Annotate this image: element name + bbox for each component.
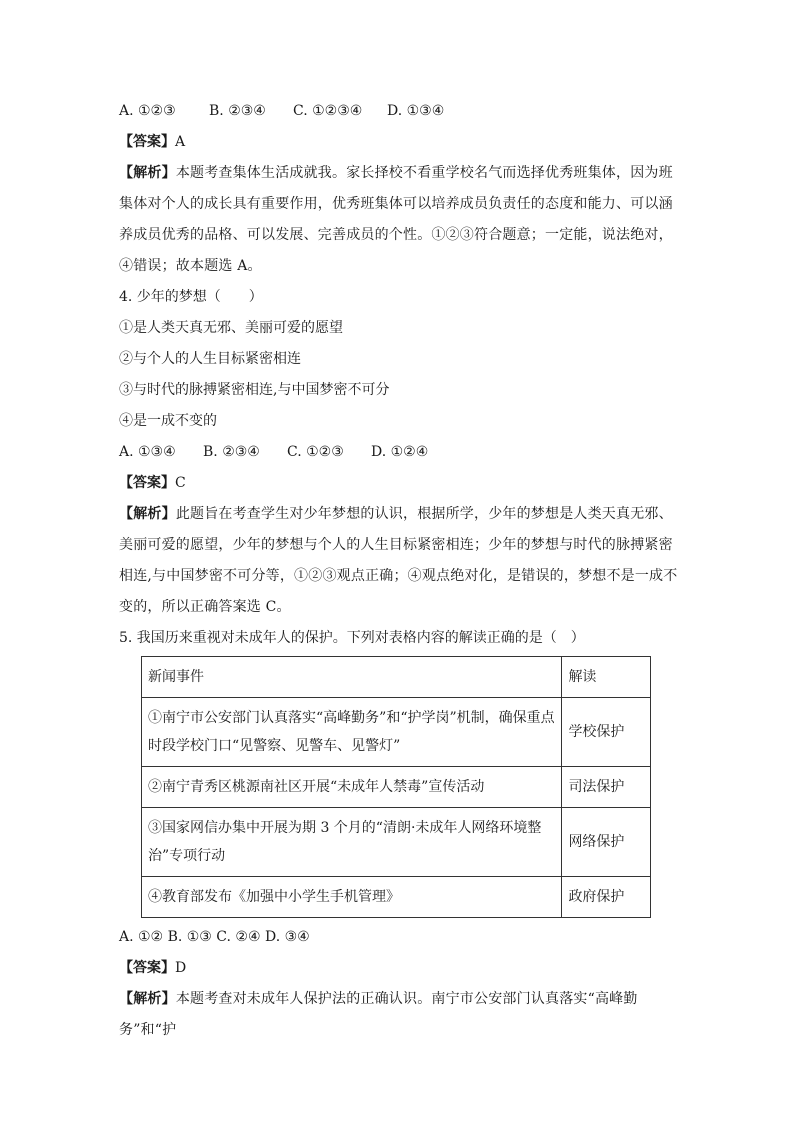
q4-item: ④是一成不变的: [119, 413, 217, 429]
q3-answer: [119, 127, 679, 158]
q3-options: [119, 96, 679, 127]
q4-option-b: B. ②③④: [203, 444, 260, 460]
answer-value: C: [175, 475, 186, 491]
answer-value: D: [175, 960, 187, 976]
table-cell-interpretation: 司法保护: [562, 767, 651, 808]
q4-item: ②与个人的人生目标紧密相连: [119, 351, 301, 367]
analysis-text: 本题考查对未成年人保护法的正确认识。南宁市公安部门认真落实“高峰勤务”和“护: [119, 991, 638, 1038]
q4-options: [119, 437, 679, 468]
q4-answer: [119, 468, 679, 499]
q3-option-c: C. ①②③④: [293, 103, 363, 119]
q4-option-a: A. ①③④: [119, 444, 176, 460]
analysis-text: 本题考查集体生活成就我。家长择校不看重学校名气而选择优秀班集体，因为班集体对个人的成长具有重要作用，优秀班集体可以培养成员负责任的态度和能力、可以涵养成员优秀的品格、可以发展、完善成员的个性。①②③符合题意；一定能，说法绝对，④错误；故本题选 A。: [119, 165, 673, 274]
q4-stem: 4. 少年的梦想（ ）: [119, 289, 263, 305]
table-header-event: 新闻事件: [142, 657, 562, 698]
q3-analysis: [119, 158, 679, 282]
q5-answer: [119, 953, 679, 984]
q5-stem: 5. 我国历来重视对未成年人的保护。下列对表格内容的解读正确的是（ ）: [119, 630, 585, 646]
news-table: [141, 656, 651, 918]
answer-tag: 【答案】: [119, 475, 175, 491]
table-row: [142, 877, 651, 918]
q3-option-a: A. ①②③: [119, 103, 176, 119]
table-header-interpretation: 解读: [562, 657, 651, 698]
table-row: [142, 767, 651, 808]
q4-item: ③与时代的脉搏紧密相连,与中国梦密不可分: [119, 382, 390, 398]
table-cell-interpretation: 政府保护: [562, 877, 651, 918]
analysis-tag: 【解析】: [119, 165, 176, 181]
table-cell-event: ②南宁青秀区桃源南社区开展“未成年人禁毒”宣传活动: [142, 767, 562, 808]
q4-option-d: D. ①②④: [371, 444, 429, 460]
table-cell-event: ①南宁市公安部门认真落实“高峰勤务”和“护学岗”机制，确保重点时段学校门口“见警察、见警车、见警灯”: [142, 698, 562, 767]
answer-value: A: [175, 134, 186, 150]
table-row: [142, 698, 651, 767]
q4-option-c: C. ①②③: [287, 444, 344, 460]
table-header-row: [142, 657, 651, 698]
table-cell-event: ④教育部发布《加强中小学生手机管理》: [142, 877, 562, 918]
table-cell-event: ③国家网信办集中开展为期 3 个月的“清朗·未成年人网络环境整治”专项行动: [142, 808, 562, 877]
analysis-tag: 【解析】: [119, 991, 176, 1007]
q4-analysis: [119, 499, 679, 623]
document-page: [119, 96, 679, 1046]
analysis-text: 此题旨在考查学生对少年梦想的认识，根据所学，少年的梦想是人类天真无邪、美丽可爱的愿望，少年的梦想与个人的人生目标紧密相连；少年的梦想与时代的脉搏紧密相连,与中国梦密不可分等，①②③观点正确；④观点绝对化，是错误的，梦想不是一成不变的，所以正确答案选 C。: [119, 506, 678, 615]
q5-options: A. ①② B. ①③ C. ②④ D. ③④: [119, 929, 310, 945]
table-row: [142, 808, 651, 877]
q3-option-b: B. ②③④: [209, 103, 266, 119]
table-cell-interpretation: 网络保护: [562, 808, 651, 877]
q5-analysis: [119, 984, 679, 1046]
q3-option-d: D. ①③④: [387, 103, 445, 119]
analysis-tag: 【解析】: [119, 506, 176, 522]
q4-item: ①是人类天真无邪、美丽可爱的愿望: [119, 320, 343, 336]
answer-tag: 【答案】: [119, 134, 175, 150]
answer-tag: 【答案】: [119, 960, 175, 976]
table-cell-interpretation: 学校保护: [562, 698, 651, 767]
